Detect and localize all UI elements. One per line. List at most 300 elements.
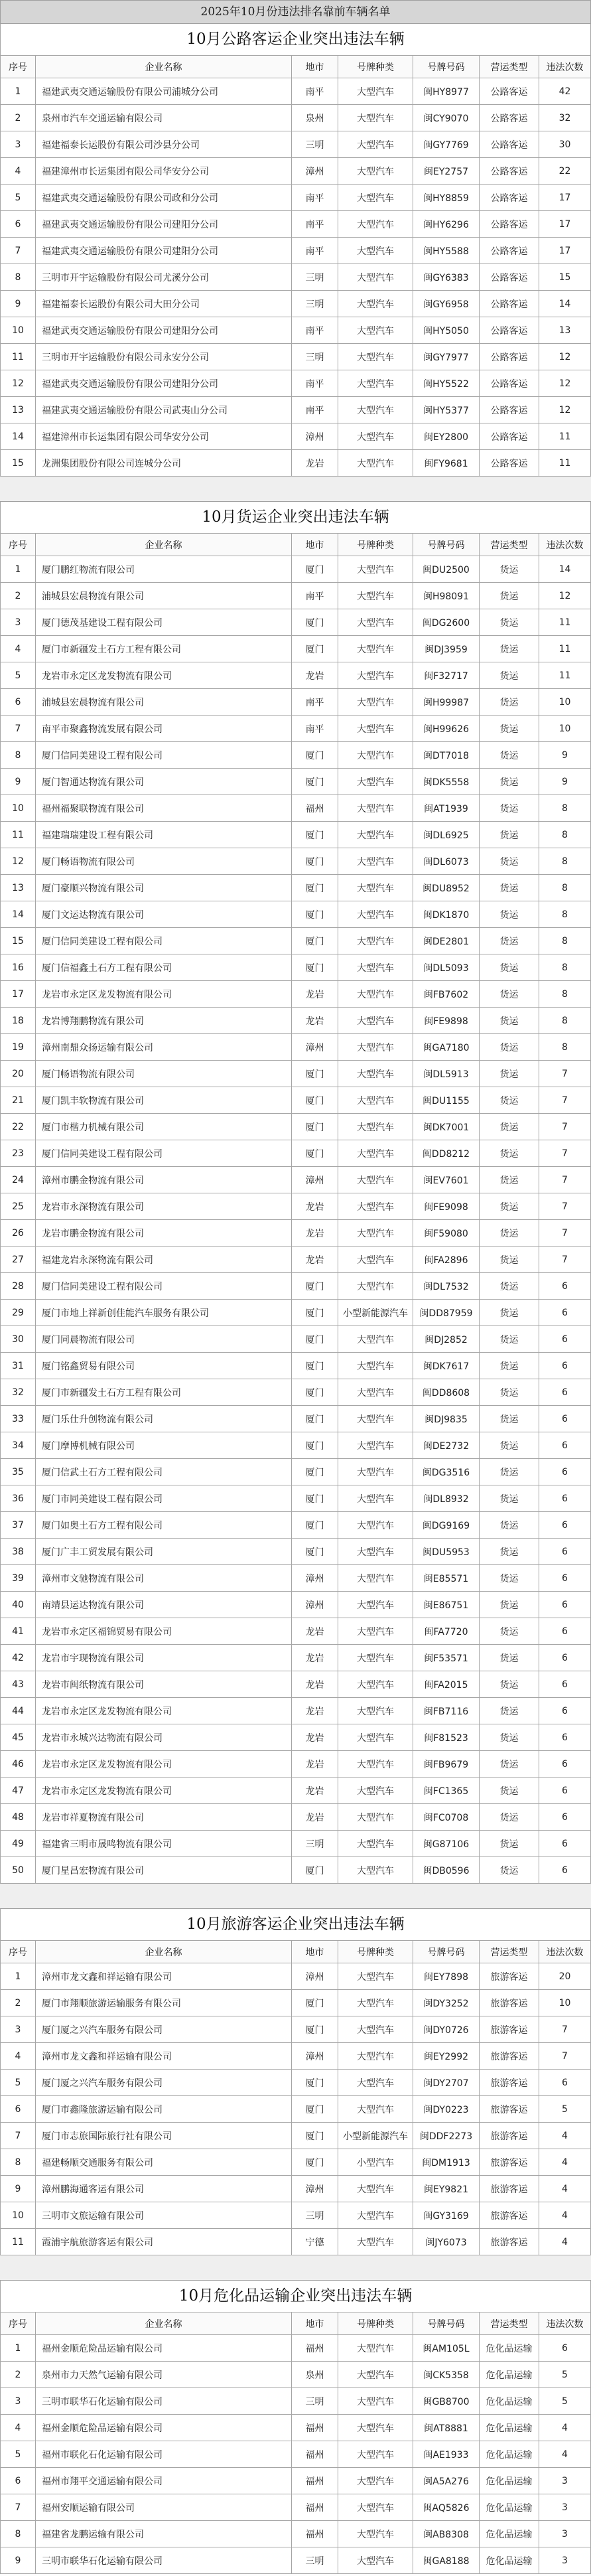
table-row <box>0 795 591 822</box>
table-row <box>0 1432 591 1459</box>
plate-type: 大型汽车 <box>338 1724 413 1751</box>
plate-number: 闽DL6073 <box>413 848 480 875</box>
violation-count: 12 <box>539 583 591 609</box>
plate-type: 大型汽车 <box>338 1167 413 1193</box>
row-number: 4 <box>0 158 36 185</box>
company-name: 厦门智通达物流有限公司 <box>36 769 292 795</box>
row-number: 7 <box>0 238 36 264</box>
violation-count: 11 <box>539 662 591 689</box>
plate-number: 闽DB0596 <box>413 1857 480 1884</box>
operation-type: 货运 <box>480 1061 539 1087</box>
row-number: 1 <box>0 1963 36 1990</box>
plate-number: 闽FA7720 <box>413 1618 480 1645</box>
row-number: 28 <box>0 1273 36 1300</box>
operation-type: 货运 <box>480 556 539 583</box>
city: 三明 <box>292 1831 338 1857</box>
plate-type: 大型汽车 <box>338 1963 413 1990</box>
plate-type: 大型汽车 <box>338 1857 413 1884</box>
violation-count: 6 <box>539 1459 591 1485</box>
table-row <box>0 1008 591 1034</box>
plate-type: 大型汽车 <box>338 450 413 477</box>
plate-number: 闽DDF2273 <box>413 2123 480 2149</box>
table-row <box>0 1698 591 1724</box>
row-number: 38 <box>0 1539 36 1565</box>
operation-type: 危化品运输 <box>480 2362 539 2388</box>
company-name: 福建省三明市晟鸣物流有限公司 <box>36 1831 292 1857</box>
plate-type: 大型汽车 <box>338 131 413 158</box>
table-row <box>0 1247 591 1273</box>
table-row <box>0 1565 591 1592</box>
company-name: 三明市开宇运输股份有限公司尤溪分公司 <box>36 264 292 291</box>
operation-type: 旅游客运 <box>480 2016 539 2043</box>
table-body <box>0 78 591 477</box>
violation-count: 6 <box>539 1857 591 1884</box>
city: 厦门 <box>292 901 338 928</box>
plate-type: 大型汽车 <box>338 662 413 689</box>
plate-type: 大型汽车 <box>338 636 413 662</box>
row-number: 41 <box>0 1618 36 1645</box>
plate-number: 闽HY8859 <box>413 185 480 211</box>
city: 三明 <box>292 131 338 158</box>
company-name: 龙岩博翔鹏物流有限公司 <box>36 1008 292 1034</box>
city: 南平 <box>292 370 338 397</box>
row-number: 7 <box>0 2494 36 2521</box>
operation-type: 货运 <box>480 1724 539 1751</box>
city: 龙岩 <box>292 1778 338 1804</box>
row-number: 45 <box>0 1724 36 1751</box>
row-number: 16 <box>0 954 36 981</box>
plate-type: 大型汽车 <box>338 742 413 769</box>
operation-type: 危化品运输 <box>480 2494 539 2521</box>
plate-number: 闽DU5953 <box>413 1539 480 1565</box>
city: 厦门 <box>292 556 338 583</box>
operation-type: 货运 <box>480 1406 539 1432</box>
operation-type: 旅游客运 <box>480 2043 539 2070</box>
company-name: 福建漳州市长运集团有限公司华安分公司 <box>36 423 292 450</box>
plate-type: 大型汽车 <box>338 1061 413 1087</box>
plate-type: 大型汽车 <box>338 769 413 795</box>
plate-type: 大型汽车 <box>338 1485 413 1512</box>
violation-count: 7 <box>539 1247 591 1273</box>
company-name: 厦门文运达物流有限公司 <box>36 901 292 928</box>
plate-type: 大型汽车 <box>338 1539 413 1565</box>
plate-type: 大型汽车 <box>338 556 413 583</box>
row-number: 39 <box>0 1565 36 1592</box>
violation-count: 17 <box>539 211 591 238</box>
plate-type: 大型汽车 <box>338 1804 413 1831</box>
company-name: 厦门信同美建设工程有限公司 <box>36 742 292 769</box>
plate-type: 大型汽车 <box>338 2441 413 2468</box>
column-header-operation-type: 营运类型 <box>480 1941 539 1963</box>
table-row <box>0 1220 591 1247</box>
column-header-company-name: 企业名称 <box>36 2312 292 2335</box>
plate-type: 大型汽车 <box>338 1326 413 1353</box>
operation-type: 货运 <box>480 1114 539 1140</box>
row-number: 49 <box>0 1831 36 1857</box>
column-header-violation-count: 违法次数 <box>539 534 591 556</box>
operation-type: 货运 <box>480 1565 539 1592</box>
operation-type: 货运 <box>480 1008 539 1034</box>
table-row <box>0 2202 591 2229</box>
city: 厦门 <box>292 1300 338 1326</box>
company-name: 南平市聚鑫物流发展有限公司 <box>36 716 292 742</box>
company-name: 龙岩市永城兴达物流有限公司 <box>36 1724 292 1751</box>
row-number: 48 <box>0 1804 36 1831</box>
plate-type: 大型汽车 <box>338 1698 413 1724</box>
city: 厦门 <box>292 1857 338 1884</box>
plate-type: 大型汽车 <box>338 105 413 131</box>
city: 厦门 <box>292 1406 338 1432</box>
company-name: 漳州鹏海通客运有限公司 <box>36 2176 292 2202</box>
section-heading: 10月公路客运企业突出违法车辆 <box>0 24 591 56</box>
table-row <box>0 158 591 185</box>
operation-type: 旅游客运 <box>480 2202 539 2229</box>
company-name: 漳州南鼎众扬运输有限公司 <box>36 1034 292 1061</box>
table-row <box>0 1539 591 1565</box>
city: 漳州 <box>292 1565 338 1592</box>
violation-count: 6 <box>539 1645 591 1671</box>
column-header-violation-count: 违法次数 <box>539 2312 591 2335</box>
row-number: 44 <box>0 1698 36 1724</box>
city: 厦门 <box>292 769 338 795</box>
operation-type: 公路客运 <box>480 158 539 185</box>
column-header-plate-type: 号牌种类 <box>338 1941 413 1963</box>
city: 漳州 <box>292 1167 338 1193</box>
violation-count: 6 <box>539 1379 591 1406</box>
company-name: 龙岩市永定区龙发物流有限公司 <box>36 1751 292 1778</box>
plate-type: 大型汽车 <box>338 981 413 1008</box>
city: 厦门 <box>292 822 338 848</box>
plate-type: 大型汽车 <box>338 1459 413 1485</box>
operation-type: 公路客运 <box>480 317 539 344</box>
table-row <box>0 2388 591 2415</box>
table-row <box>0 105 591 131</box>
company-name: 厦门信同美建设工程有限公司 <box>36 928 292 954</box>
company-name: 厦门乐仕升创物流有限公司 <box>36 1406 292 1432</box>
table-row <box>0 1618 591 1645</box>
city: 厦门 <box>292 1459 338 1485</box>
city: 龙岩 <box>292 1618 338 1645</box>
company-name: 龙岩市永定区龙发物流有限公司 <box>36 1698 292 1724</box>
city: 三明 <box>292 2388 338 2415</box>
table-body <box>0 2335 591 2574</box>
row-number: 22 <box>0 1114 36 1140</box>
plate-type: 大型汽车 <box>338 2229 413 2255</box>
plate-type: 大型汽车 <box>338 2521 413 2547</box>
plate-number: 闽CK5358 <box>413 2362 480 2388</box>
operation-type: 货运 <box>480 1432 539 1459</box>
table-row <box>0 1592 591 1618</box>
operation-type: 货运 <box>480 1034 539 1061</box>
violation-count: 8 <box>539 848 591 875</box>
row-number: 9 <box>0 2547 36 2574</box>
violation-count: 12 <box>539 370 591 397</box>
company-name: 厦门广丰工贸发展有限公司 <box>36 1539 292 1565</box>
plate-number: 闽DE2801 <box>413 928 480 954</box>
plate-number: 闽H99626 <box>413 716 480 742</box>
violation-count: 7 <box>539 1140 591 1167</box>
city: 厦门 <box>292 1485 338 1512</box>
table-row <box>0 742 591 769</box>
city: 厦门 <box>292 1087 338 1114</box>
column-header-plate-number: 号牌号码 <box>413 2312 480 2335</box>
violation-count: 20 <box>539 1963 591 1990</box>
operation-type: 公路客运 <box>480 423 539 450</box>
plate-type: 大型汽车 <box>338 954 413 981</box>
operation-type: 危化品运输 <box>480 2441 539 2468</box>
row-number: 4 <box>0 2043 36 2070</box>
plate-type: 大型汽车 <box>338 211 413 238</box>
operation-type: 公路客运 <box>480 450 539 477</box>
city: 南平 <box>292 397 338 423</box>
operation-type: 货运 <box>480 1645 539 1671</box>
violation-count: 10 <box>539 716 591 742</box>
table-row <box>0 264 591 291</box>
city: 泉州 <box>292 105 338 131</box>
plate-number: 闽AQ5826 <box>413 2494 480 2521</box>
violation-count: 4 <box>539 2123 591 2149</box>
row-number: 18 <box>0 1008 36 1034</box>
company-name: 厦门德茂基建设工程有限公司 <box>36 609 292 636</box>
row-number: 50 <box>0 1857 36 1884</box>
table-row <box>0 2016 591 2043</box>
violation-count: 7 <box>539 2043 591 2070</box>
violation-count: 12 <box>539 397 591 423</box>
company-name: 福建武夷交通运输股份有限公司建阳分公司 <box>36 238 292 264</box>
company-name: 三明市联华石化运输有限公司 <box>36 2547 292 2574</box>
company-name: 厦门厦之兴汽车服务有限公司 <box>36 2016 292 2043</box>
plate-type: 大型汽车 <box>338 238 413 264</box>
operation-type: 危化品运输 <box>480 2468 539 2494</box>
table-row <box>0 2043 591 2070</box>
row-number: 13 <box>0 397 36 423</box>
company-name: 三明市联华石化运输有限公司 <box>36 2388 292 2415</box>
operation-type: 货运 <box>480 1087 539 1114</box>
row-number: 10 <box>0 2202 36 2229</box>
row-number: 8 <box>0 264 36 291</box>
city: 福州 <box>292 2415 338 2441</box>
plate-number: 闽DD87959 <box>413 1300 480 1326</box>
plate-type: 大型汽车 <box>338 2335 413 2362</box>
table-header-row <box>0 56 591 78</box>
row-number: 5 <box>0 185 36 211</box>
company-name: 厦门信福鑫土石方工程有限公司 <box>36 954 292 981</box>
plate-type: 大型汽车 <box>338 2070 413 2096</box>
operation-type: 货运 <box>480 1379 539 1406</box>
operation-type: 货运 <box>480 981 539 1008</box>
plate-type: 大型汽车 <box>338 1247 413 1273</box>
city: 三明 <box>292 2202 338 2229</box>
plate-number: 闽GB8700 <box>413 2388 480 2415</box>
city: 南平 <box>292 583 338 609</box>
column-header-row-number: 序号 <box>0 2312 36 2335</box>
violation-count: 7 <box>539 1087 591 1114</box>
operation-type: 货运 <box>480 716 539 742</box>
company-name: 厦门市翔顺旅游运输服务有限公司 <box>36 1990 292 2016</box>
row-number: 9 <box>0 769 36 795</box>
company-name: 霞浦宇航旅游客运有限公司 <box>36 2229 292 2255</box>
company-name: 三明市开宇运输股份有限公司永安分公司 <box>36 344 292 370</box>
violation-count: 11 <box>539 423 591 450</box>
operation-type: 公路客运 <box>480 397 539 423</box>
table-row <box>0 1459 591 1485</box>
row-number: 1 <box>0 2335 36 2362</box>
table-row <box>0 822 591 848</box>
company-name: 福建武夷交通运输股份有限公司建阳分公司 <box>36 211 292 238</box>
plate-number: 闽GY7769 <box>413 131 480 158</box>
table-row <box>0 1326 591 1353</box>
row-number: 10 <box>0 795 36 822</box>
company-name: 福州金顺危险品运输有限公司 <box>36 2335 292 2362</box>
operation-type: 货运 <box>480 1273 539 1300</box>
plate-number: 闽AB8308 <box>413 2521 480 2547</box>
company-name: 福建武夷交通运输股份有限公司浦城分公司 <box>36 78 292 105</box>
violation-count: 6 <box>539 1326 591 1353</box>
row-number: 10 <box>0 317 36 344</box>
section-highway-passenger <box>0 24 591 477</box>
plate-type: 大型汽车 <box>338 1592 413 1618</box>
violation-count: 5 <box>539 2388 591 2415</box>
column-header-city: 地市 <box>292 56 338 78</box>
city: 福州 <box>292 2494 338 2521</box>
operation-type: 公路客运 <box>480 131 539 158</box>
operation-type: 货运 <box>480 901 539 928</box>
plate-type: 大型汽车 <box>338 1645 413 1671</box>
plate-type: 大型汽车 <box>338 158 413 185</box>
violation-count: 8 <box>539 795 591 822</box>
plate-number: 闽DG2600 <box>413 609 480 636</box>
violation-count: 4 <box>539 2202 591 2229</box>
violation-count: 8 <box>539 1034 591 1061</box>
plate-number: 闽DL5913 <box>413 1061 480 1087</box>
plate-type: 大型汽车 <box>338 1432 413 1459</box>
row-number: 8 <box>0 2521 36 2547</box>
city: 龙岩 <box>292 1698 338 1724</box>
column-header-operation-type: 营运类型 <box>480 2312 539 2335</box>
violation-count: 5 <box>539 2362 591 2388</box>
violation-count: 9 <box>539 769 591 795</box>
operation-type: 货运 <box>480 1326 539 1353</box>
plate-type: 大型汽车 <box>338 1618 413 1645</box>
plate-type: 大型汽车 <box>338 370 413 397</box>
row-number: 23 <box>0 1140 36 1167</box>
table-row <box>0 211 591 238</box>
city: 龙岩 <box>292 1220 338 1247</box>
company-name: 龙岩市鹏金物流有限公司 <box>36 1220 292 1247</box>
row-number: 3 <box>0 2016 36 2043</box>
plate-type: 大型汽车 <box>338 928 413 954</box>
table-row <box>0 2494 591 2521</box>
page-title: 2025年10月份违法排名靠前车辆名单 <box>0 0 591 24</box>
city: 厦门 <box>292 1990 338 2016</box>
table-row <box>0 1061 591 1087</box>
city: 漳州 <box>292 158 338 185</box>
plate-type: 大型汽车 <box>338 291 413 317</box>
plate-type: 大型汽车 <box>338 264 413 291</box>
operation-type: 公路客运 <box>480 370 539 397</box>
plate-number: 闽DK7617 <box>413 1353 480 1379</box>
operation-type: 货运 <box>480 954 539 981</box>
column-header-plate-number: 号牌号码 <box>413 1941 480 1963</box>
plate-number: 闽DL8932 <box>413 1485 480 1512</box>
violation-count: 7 <box>539 1167 591 1193</box>
violation-count: 22 <box>539 158 591 185</box>
section-divider <box>0 2255 591 2281</box>
table-row <box>0 1512 591 1539</box>
plate-number: 闽HY5522 <box>413 370 480 397</box>
plate-type: 大型汽车 <box>338 2202 413 2229</box>
city: 三明 <box>292 291 338 317</box>
operation-type: 货运 <box>480 636 539 662</box>
company-name: 漳州市鹏金物流有限公司 <box>36 1167 292 1193</box>
table-row <box>0 1406 591 1432</box>
table-row <box>0 185 591 211</box>
section-divider <box>0 1884 591 1909</box>
operation-type: 公路客运 <box>480 344 539 370</box>
plate-number: 闽FB9679 <box>413 1751 480 1778</box>
violation-count: 6 <box>539 1300 591 1326</box>
plate-type: 大型汽车 <box>338 2388 413 2415</box>
row-number: 47 <box>0 1778 36 1804</box>
operation-type: 货运 <box>480 1778 539 1804</box>
violation-count: 3 <box>539 2494 591 2521</box>
table-row <box>0 1193 591 1220</box>
operation-type: 危化品运输 <box>480 2521 539 2547</box>
violation-count: 7 <box>539 1220 591 1247</box>
operation-type: 货运 <box>480 1592 539 1618</box>
plate-type: 大型汽车 <box>338 1087 413 1114</box>
table-row <box>0 636 591 662</box>
table-row <box>0 238 591 264</box>
city: 南平 <box>292 185 338 211</box>
plate-number: 闽HY8977 <box>413 78 480 105</box>
operation-type: 危化品运输 <box>480 2547 539 2574</box>
company-name: 龙洲集团股份有限公司连城分公司 <box>36 450 292 477</box>
company-name: 厦门市同美建设工程有限公司 <box>36 1485 292 1512</box>
operation-type: 货运 <box>480 928 539 954</box>
company-name: 漳州市龙文鑫和祥运输有限公司 <box>36 1963 292 1990</box>
column-header-plate-number: 号牌号码 <box>413 56 480 78</box>
operation-type: 公路客运 <box>480 78 539 105</box>
plate-type: 大型汽车 <box>338 1990 413 2016</box>
violation-count: 6 <box>539 1671 591 1698</box>
plate-number: 闽DL6925 <box>413 822 480 848</box>
section-heading: 10月货运企业突出违法车辆 <box>0 502 591 534</box>
violation-count: 7 <box>539 1193 591 1220</box>
city: 南平 <box>292 689 338 716</box>
plate-type: 大型汽车 <box>338 1565 413 1592</box>
plate-type: 大型汽车 <box>338 185 413 211</box>
table-row <box>0 556 591 583</box>
plate-number: 闽DD8608 <box>413 1379 480 1406</box>
violation-count: 6 <box>539 1353 591 1379</box>
row-number: 11 <box>0 344 36 370</box>
company-name: 福建福泰长运股份有限公司大田分公司 <box>36 291 292 317</box>
city: 厦门 <box>292 1061 338 1087</box>
table-row <box>0 2335 591 2362</box>
plate-number: 闽A5A276 <box>413 2468 480 2494</box>
city: 厦门 <box>292 609 338 636</box>
table-row <box>0 609 591 636</box>
column-header-plate-type: 号牌种类 <box>338 2312 413 2335</box>
company-name: 福建省龙鹏运输有限公司 <box>36 2521 292 2547</box>
table-row <box>0 662 591 689</box>
column-header-plate-number: 号牌号码 <box>413 534 480 556</box>
row-number: 12 <box>0 848 36 875</box>
violation-count: 3 <box>539 2521 591 2547</box>
operation-type: 旅游客运 <box>480 2123 539 2149</box>
company-name: 漳州市文驰物流有限公司 <box>36 1565 292 1592</box>
